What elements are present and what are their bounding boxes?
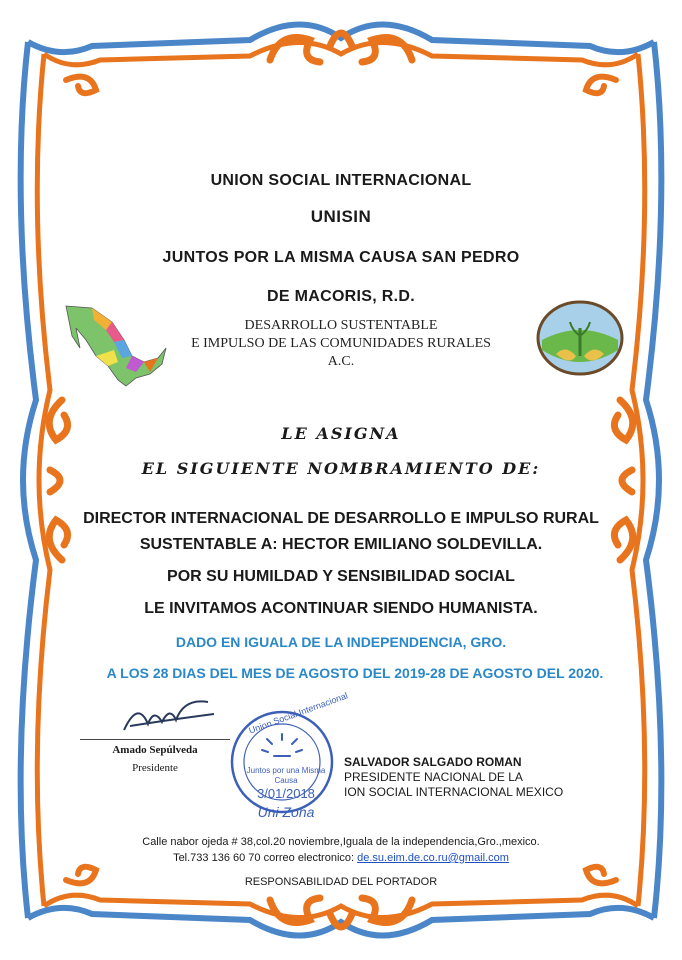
president-signature xyxy=(118,690,218,740)
president-name: Amado Sepúlveda xyxy=(112,744,198,756)
national-president-name: SALVADOR SALGADO ROMAN xyxy=(344,755,522,769)
stamp-inner-2: Causa xyxy=(274,776,298,785)
appointment-heading: EL SIGUIENTE NOMBRAMIENTO DE: xyxy=(141,459,541,478)
footer-phone: Tel.733 136 60 70 correo electronico: xyxy=(173,852,358,864)
national-president-block xyxy=(344,755,563,800)
organization-acronym: UNISIN xyxy=(310,207,372,226)
org-line-2: E IMPULSO DE LAS COMUNIDADES RURALES xyxy=(191,336,491,351)
stamp-ring-text: Union Social Internacional xyxy=(247,690,350,736)
president-title: Presidente xyxy=(132,762,178,774)
stamp-inner-1: Juntos por una Misma xyxy=(246,766,326,775)
issued-place: DADO EN IGUALA DE LA INDEPENDENCIA, GRO. xyxy=(175,634,507,650)
national-president-title-1: PRESIDENTE NACIONAL DE LA xyxy=(344,770,523,784)
org-line-3: A.C. xyxy=(327,354,355,369)
org-line-1: DESARROLLO SUSTENTABLE xyxy=(244,318,438,333)
stamp-zone: Uni Zona xyxy=(257,804,315,820)
responsibility-note: RESPONSABILIDAD DEL PORTADOR xyxy=(244,876,438,888)
motto-line-2: DE MACORIS, R.D. xyxy=(267,288,415,305)
stamp-date: 3/01/2018 xyxy=(257,786,315,801)
appointment-line-3: POR SU HUMILDAD Y SENSIBILIDAD SOCIAL xyxy=(167,568,515,585)
issued-date: A LOS 28 DIAS DEL MES DE AGOSTO DEL 2019-28 DE AGOSTO DEL 2020. xyxy=(106,665,604,681)
footer-address: Calle nabor ojeda # 38,col.20 noviembre,Iguala de la independencia,Gro.,mexico. xyxy=(142,836,540,848)
appointment-line-4: LE INVITAMOS ACONTINUAR SIENDO HUMANISTA. xyxy=(144,600,538,617)
assign-heading: LE ASIGNA xyxy=(281,424,401,443)
appointment-line-2: SUSTENTABLE A: HECTOR EMILIANO SOLDEVILLA. xyxy=(139,536,543,553)
organization-name: UNION SOCIAL INTERNACIONAL xyxy=(210,172,472,189)
footer-email-link[interactable]: de.su.eim.de.co.ru@gmail.com xyxy=(357,852,509,864)
signature-line xyxy=(80,739,230,740)
motto-line-1: JUNTOS POR LA MISMA CAUSA SAN PEDRO xyxy=(162,249,520,266)
appointment-line-1: DIRECTOR INTERNACIONAL DE DESARROLLO E IMPULSO RURAL xyxy=(83,510,599,527)
national-president-title-2: ION SOCIAL INTERNACIONAL MEXICO xyxy=(344,785,564,799)
footer-contact xyxy=(0,852,682,864)
